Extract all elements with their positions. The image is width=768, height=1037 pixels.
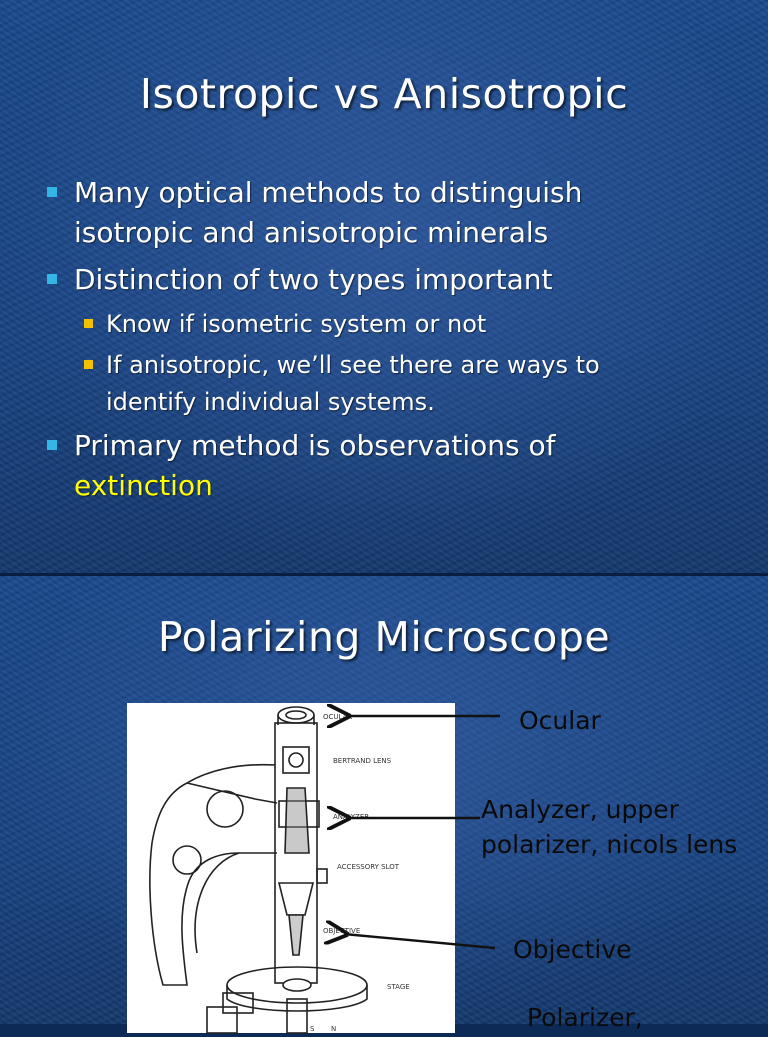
subbullet-text: identify individual systems.: [106, 388, 435, 416]
callout-objective: Objective: [513, 935, 632, 964]
slide-polarizing-microscope: [0, 576, 768, 1033]
diagram-label-objective: OBJECTIVE: [323, 927, 361, 935]
subbullet-isometric: [106, 306, 486, 343]
callout-polarizer: Polarizer,: [527, 1003, 643, 1032]
bullet-text: Distinction of two types important: [74, 263, 553, 296]
bullet-primary-method: [74, 426, 555, 506]
callout-ocular: Ocular: [519, 706, 601, 735]
callout-analyzer-line: Analyzer, upper: [481, 795, 679, 824]
callout-analyzer-line: polarizer, nicols lens: [481, 830, 738, 859]
bullet-text: Many optical methods to distinguish: [74, 176, 583, 209]
bullet-marker: [47, 274, 57, 284]
diagram-label-stage: STAGE: [387, 983, 410, 991]
callout-analyzer: [481, 792, 737, 862]
diagram-label-ocular: OCULAR: [323, 713, 353, 721]
diagram-label-s: S: [310, 1025, 315, 1033]
bullet-marker: [47, 440, 57, 450]
highlight-extinction: extinction: [74, 469, 213, 502]
bullet-text: Primary method is observations of: [74, 429, 556, 462]
subbullet-anisotropic: [106, 347, 600, 421]
subbullet-text: If anisotropic, we’ll see there are ways to: [106, 351, 600, 379]
subbullet-marker: [84, 319, 93, 328]
diagram-label-accessory: ACCESSORY SLOT: [337, 863, 400, 871]
bullet-optical-methods: [74, 173, 582, 253]
diagram-label-analyzer: ANALYZER: [333, 813, 370, 821]
subbullet-marker: [84, 360, 93, 369]
slide-title: Polarizing Microscope: [157, 613, 611, 661]
diagram-label-bertrand: BERTRAND LENS: [333, 757, 392, 765]
diagram-label-n: N: [331, 1025, 337, 1033]
arrow-objective: [344, 934, 495, 948]
bullet-distinction: [74, 260, 553, 300]
slide-title: Isotropic vs Anisotropic: [139, 70, 629, 118]
bullet-marker: [47, 187, 57, 197]
subbullet-text: Know if isometric system or not: [106, 310, 487, 338]
bullet-text: isotropic and anisotropic minerals: [74, 216, 549, 249]
